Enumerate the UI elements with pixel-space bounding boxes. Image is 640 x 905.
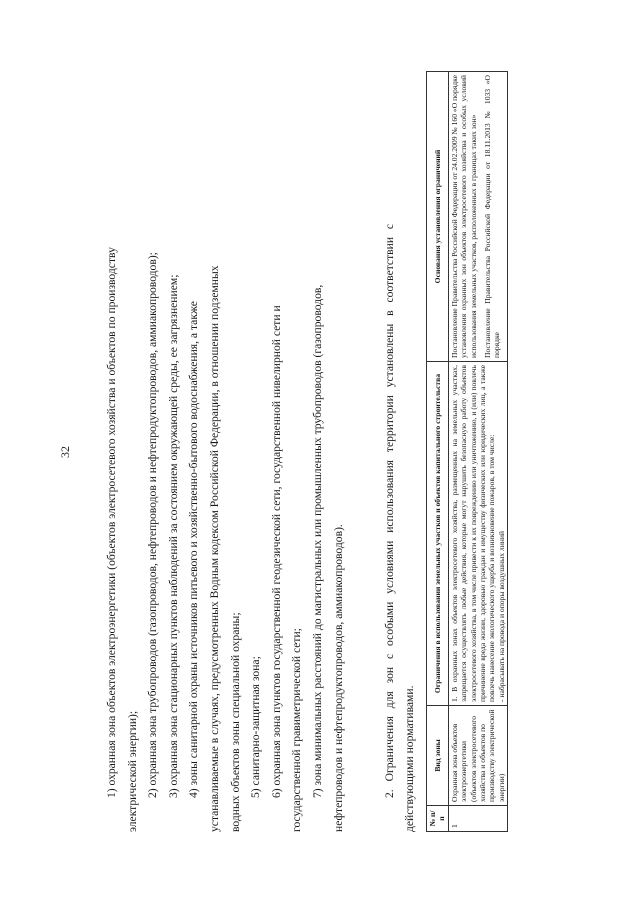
table-row xyxy=(448,72,507,832)
restrictions-text: 1. В охранных зонах объектов электросетевого хозяйства, размещенных на земельных участках, запрещается осуществлять любые действия, которые могут нарушить безопасную работу объектов электросетевого хозяйства, в том числе привести к их повреждению или уничтожению, и (или) повлечь причинение вреда жизни, здоровью граждан и имуществу физических или юридических лиц, а также повлечь нанесение экологического ущерба и возникновение пожаров, в том числе: xyxy=(449,365,497,702)
cell-restrictions xyxy=(448,362,507,706)
list-item: устанавливаемые в случаях, предусмотренных Водным кодексом Российской Федерации, в отношении подземных xyxy=(207,265,221,832)
basis-text: Постановление Правительства Российской Федерации от 24.02.2009 № 160 «О порядке установления охранных зон объектов электросетевого хозяйства и особых условий использования земельных участков, расположенных в границах таких зон» xyxy=(449,75,478,358)
list-item: водных объектов зоны специальной охраны; xyxy=(228,612,242,832)
list-item: 2) охранная зона трубопроводов (газопроводов, нефтепроводов и нефтепродуктопроводов, аммиакопроводов); xyxy=(146,252,160,798)
cell-basis xyxy=(448,72,507,362)
restrictions-paragraph xyxy=(380,72,420,832)
cell-zone: Охранная зона объектов электроэнергетики (объектов электросетевого хозяйства и объектов по производству электрической энергии) xyxy=(448,706,507,806)
rotated-content xyxy=(40,52,560,852)
header-zone: Вид зоны xyxy=(427,706,449,806)
list-item: 6) охранная зона пунктов государственной геодезической сети, государственной нивелирной сети и xyxy=(269,305,283,798)
page-number: 32 xyxy=(58,446,72,458)
list-item: электрической энергии); xyxy=(125,710,139,832)
cell-num: 1 xyxy=(448,806,507,832)
list-item: 1) охранная зона объектов электроэнергетики (объектов электросетевого хозяйства и объектов по производству xyxy=(105,247,118,798)
table-header-row xyxy=(427,72,449,832)
header-num: № п/п xyxy=(427,806,449,832)
list-item: государственной гравиметрической сети; xyxy=(290,628,304,832)
list-item: 7) зона минимальных расстояний до магистральных или промышленных трубопроводов (газопроводов, xyxy=(310,284,324,798)
header-restrictions: Ограничения в использовании земельных участков и объектов капитального строительства xyxy=(427,362,449,706)
list-item: нефтепроводов и нефтепродуктопроводов, аммиакопроводов). xyxy=(331,524,345,832)
paragraph-line: действующими нормативами. xyxy=(403,685,416,832)
list-item: 5) санитарно-защитная зона; xyxy=(249,656,263,798)
zone-list xyxy=(102,72,349,832)
list-item: 3) охранная зона стационарных пунктов наблюдений за состоянием окружающей среды, ее загрязнением; xyxy=(166,274,180,798)
list-item: 4) зоны санитарной охраны источников питьевого и хозяйственно-бытового водоснабжения, а также xyxy=(187,301,201,798)
paragraph-line: 2. Ограничения для зон с особыми условиями использования территории установлены в соответствии с xyxy=(383,223,396,798)
header-basis: Основания установления ограничений xyxy=(427,72,449,362)
basis-text: Постановление Правительства Российской Федерации от 18.11.2013 № 1033 «О порядке xyxy=(483,75,502,358)
restrictions-table xyxy=(426,71,508,832)
restrictions-text: - набрасывать на провода и опоры воздушных линий xyxy=(496,531,506,702)
